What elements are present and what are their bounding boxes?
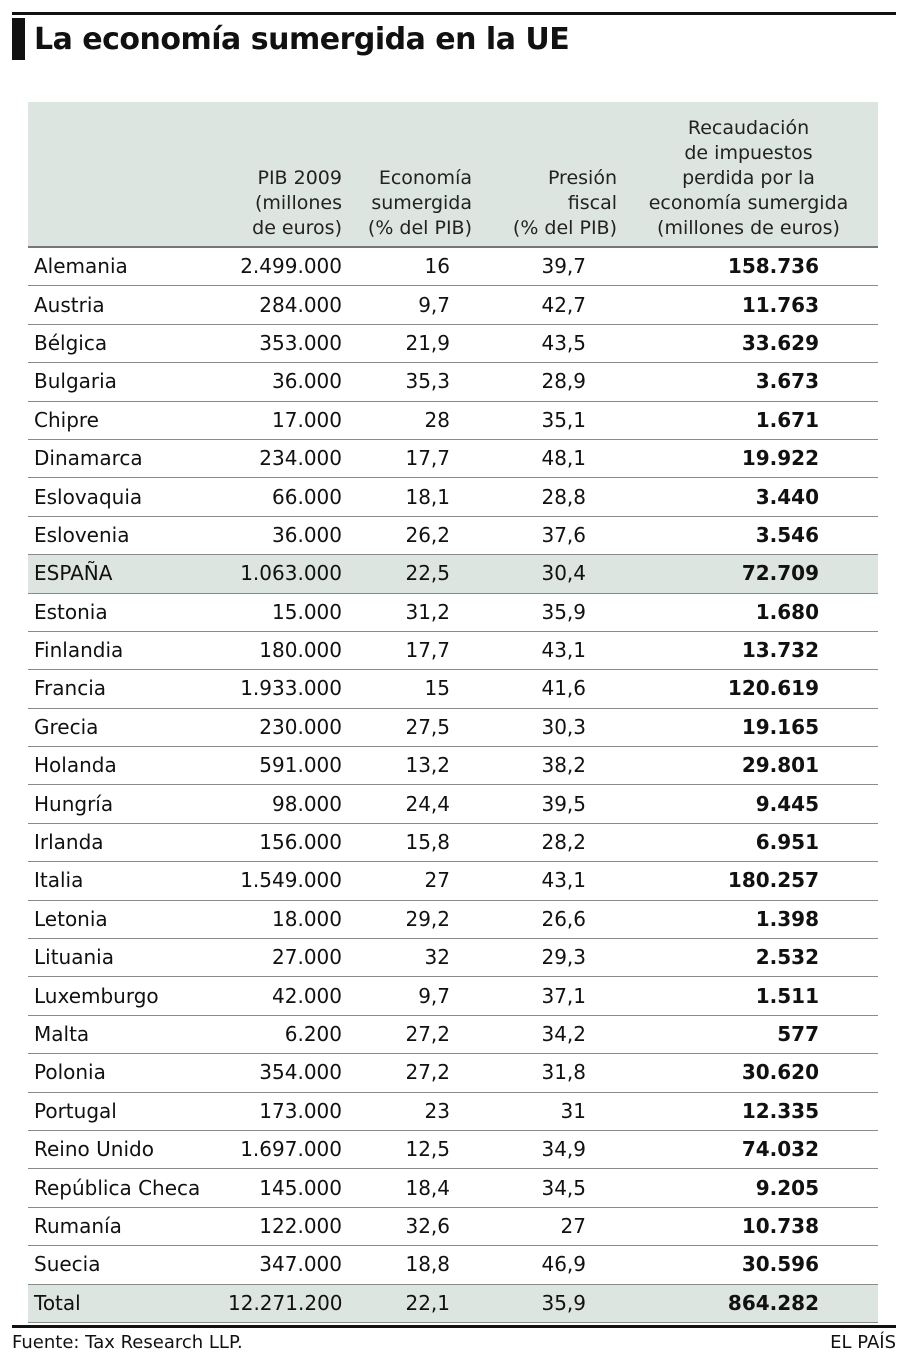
page-title: La economía sumergida en la UE xyxy=(34,22,570,57)
cell-country: Chipre xyxy=(28,401,228,439)
cell-recaudacion: 3.673 xyxy=(619,363,878,401)
cell-country: Portugal xyxy=(28,1092,228,1130)
cell-sumergida: 26,2 xyxy=(344,516,474,554)
table-row xyxy=(28,939,878,977)
cell-presion: 35,9 xyxy=(474,593,619,631)
cell-recaudacion: 12.335 xyxy=(619,1092,878,1130)
table-row xyxy=(28,862,878,900)
cell-presion: 43,1 xyxy=(474,862,619,900)
cell-recaudacion: 9.205 xyxy=(619,1169,878,1207)
table-row xyxy=(28,439,878,477)
source-note: Fuente: Tax Research LLP. xyxy=(12,1332,243,1353)
cell-presion: 37,6 xyxy=(474,516,619,554)
cell-presion: 26,6 xyxy=(474,900,619,938)
cell-country: Francia xyxy=(28,670,228,708)
cell-recaudacion: 158.736 xyxy=(619,247,878,286)
cell-sumergida: 32 xyxy=(344,939,474,977)
cell-recaudacion: 33.629 xyxy=(619,324,878,362)
table-row xyxy=(28,900,878,938)
cell-sumergida: 32,6 xyxy=(344,1207,474,1245)
cell-sumergida: 29,2 xyxy=(344,900,474,938)
table-row xyxy=(28,823,878,861)
header-pib: PIB 2009 (millones de euros) xyxy=(228,102,344,247)
cell-presion: 43,5 xyxy=(474,324,619,362)
cell-recaudacion: 1.671 xyxy=(619,401,878,439)
table-row xyxy=(28,1054,878,1092)
cell-recaudacion: 9.445 xyxy=(619,785,878,823)
table-row xyxy=(28,593,878,631)
cell-pib: 2.499.000 xyxy=(228,247,344,286)
table-row xyxy=(28,1169,878,1207)
cell-sumergida: 22,1 xyxy=(344,1284,474,1322)
cell-sumergida: 18,8 xyxy=(344,1246,474,1284)
cell-recaudacion: 577 xyxy=(619,1015,878,1053)
table-row xyxy=(28,1130,878,1168)
cell-sumergida: 31,2 xyxy=(344,593,474,631)
cell-country: Eslovenia xyxy=(28,516,228,554)
table-row xyxy=(28,1246,878,1284)
cell-recaudacion: 72.709 xyxy=(619,555,878,593)
cell-presion: 28,9 xyxy=(474,363,619,401)
cell-recaudacion: 10.738 xyxy=(619,1207,878,1245)
cell-country: Dinamarca xyxy=(28,439,228,477)
cell-country: Holanda xyxy=(28,747,228,785)
cell-recaudacion: 19.165 xyxy=(619,708,878,746)
cell-pib: 6.200 xyxy=(228,1015,344,1053)
cell-country: Alemania xyxy=(28,247,228,286)
top-rule xyxy=(12,12,896,15)
cell-presion: 34,2 xyxy=(474,1015,619,1053)
cell-recaudacion: 11.763 xyxy=(619,286,878,324)
cell-pib: 66.000 xyxy=(228,478,344,516)
cell-presion: 48,1 xyxy=(474,439,619,477)
table-row xyxy=(28,1207,878,1245)
cell-country: Letonia xyxy=(28,900,228,938)
cell-country: Finlandia xyxy=(28,631,228,669)
cell-presion: 35,1 xyxy=(474,401,619,439)
cell-pib: 180.000 xyxy=(228,631,344,669)
cell-presion: 34,9 xyxy=(474,1130,619,1168)
cell-pib: 15.000 xyxy=(228,593,344,631)
cell-recaudacion: 2.532 xyxy=(619,939,878,977)
cell-pib: 98.000 xyxy=(228,785,344,823)
table-row xyxy=(28,478,878,516)
cell-sumergida: 9,7 xyxy=(344,286,474,324)
brand-name: EL PAÍS xyxy=(830,1332,896,1353)
cell-pib: 353.000 xyxy=(228,324,344,362)
cell-pib: 156.000 xyxy=(228,823,344,861)
cell-country: República Checa xyxy=(28,1169,228,1207)
cell-recaudacion: 1.511 xyxy=(619,977,878,1015)
cell-presion: 46,9 xyxy=(474,1246,619,1284)
cell-country: Grecia xyxy=(28,708,228,746)
header-country xyxy=(28,102,228,247)
data-table xyxy=(28,102,878,1323)
header-row xyxy=(28,102,878,247)
cell-sumergida: 24,4 xyxy=(344,785,474,823)
table-row xyxy=(28,247,878,286)
cell-country: Polonia xyxy=(28,1054,228,1092)
cell-country: Hungría xyxy=(28,785,228,823)
cell-country: Bulgaria xyxy=(28,363,228,401)
cell-presion: 43,1 xyxy=(474,631,619,669)
cell-pib: 12.271.200 xyxy=(228,1284,344,1322)
cell-sumergida: 9,7 xyxy=(344,977,474,1015)
table-row xyxy=(28,708,878,746)
cell-presion: 31 xyxy=(474,1092,619,1130)
cell-presion: 38,2 xyxy=(474,747,619,785)
cell-presion: 30,3 xyxy=(474,708,619,746)
cell-presion: 27 xyxy=(474,1207,619,1245)
table-row xyxy=(28,785,878,823)
cell-pib: 27.000 xyxy=(228,939,344,977)
cell-pib: 1.549.000 xyxy=(228,862,344,900)
table-row xyxy=(28,1015,878,1053)
cell-sumergida: 27 xyxy=(344,862,474,900)
cell-country: Austria xyxy=(28,286,228,324)
table-row xyxy=(28,363,878,401)
cell-pib: 347.000 xyxy=(228,1246,344,1284)
cell-pib: 18.000 xyxy=(228,900,344,938)
cell-recaudacion: 30.596 xyxy=(619,1246,878,1284)
cell-recaudacion: 3.440 xyxy=(619,478,878,516)
cell-pib: 354.000 xyxy=(228,1054,344,1092)
bottom-rule xyxy=(12,1325,896,1328)
table-row xyxy=(28,516,878,554)
cell-sumergida: 13,2 xyxy=(344,747,474,785)
cell-recaudacion: 30.620 xyxy=(619,1054,878,1092)
table-row xyxy=(28,555,878,593)
cell-pib: 591.000 xyxy=(228,747,344,785)
cell-pib: 145.000 xyxy=(228,1169,344,1207)
cell-presion: 29,3 xyxy=(474,939,619,977)
cell-presion: 35,9 xyxy=(474,1284,619,1322)
cell-pib: 122.000 xyxy=(228,1207,344,1245)
cell-sumergida: 16 xyxy=(344,247,474,286)
table-body xyxy=(28,247,878,1322)
cell-pib: 36.000 xyxy=(228,363,344,401)
cell-recaudacion: 120.619 xyxy=(619,670,878,708)
cell-recaudacion: 864.282 xyxy=(619,1284,878,1322)
table-row xyxy=(28,286,878,324)
cell-presion: 31,8 xyxy=(474,1054,619,1092)
cell-sumergida: 18,4 xyxy=(344,1169,474,1207)
cell-country: Estonia xyxy=(28,593,228,631)
cell-presion: 42,7 xyxy=(474,286,619,324)
cell-recaudacion: 29.801 xyxy=(619,747,878,785)
cell-pib: 36.000 xyxy=(228,516,344,554)
table-row xyxy=(28,401,878,439)
cell-sumergida: 17,7 xyxy=(344,439,474,477)
cell-pib: 1.697.000 xyxy=(228,1130,344,1168)
cell-sumergida: 12,5 xyxy=(344,1130,474,1168)
cell-sumergida: 27,2 xyxy=(344,1054,474,1092)
cell-recaudacion: 13.732 xyxy=(619,631,878,669)
cell-pib: 230.000 xyxy=(228,708,344,746)
cell-presion: 37,1 xyxy=(474,977,619,1015)
cell-sumergida: 15,8 xyxy=(344,823,474,861)
cell-recaudacion: 74.032 xyxy=(619,1130,878,1168)
header-sumergida: Economía sumergida (% del PIB) xyxy=(344,102,474,247)
cell-sumergida: 15 xyxy=(344,670,474,708)
cell-sumergida: 23 xyxy=(344,1092,474,1130)
cell-country: Reino Unido xyxy=(28,1130,228,1168)
cell-sumergida: 18,1 xyxy=(344,478,474,516)
cell-pib: 1.933.000 xyxy=(228,670,344,708)
cell-sumergida: 21,9 xyxy=(344,324,474,362)
cell-pib: 284.000 xyxy=(228,286,344,324)
cell-country: Total xyxy=(28,1284,228,1322)
title-accent-bar xyxy=(12,18,25,60)
table-row xyxy=(28,1092,878,1130)
cell-pib: 42.000 xyxy=(228,977,344,1015)
total-row xyxy=(28,1284,878,1322)
cell-sumergida: 27,2 xyxy=(344,1015,474,1053)
cell-pib: 17.000 xyxy=(228,401,344,439)
cell-presion: 28,2 xyxy=(474,823,619,861)
cell-presion: 39,5 xyxy=(474,785,619,823)
cell-sumergida: 27,5 xyxy=(344,708,474,746)
cell-presion: 30,4 xyxy=(474,555,619,593)
cell-recaudacion: 19.922 xyxy=(619,439,878,477)
cell-pib: 1.063.000 xyxy=(228,555,344,593)
cell-country: Irlanda xyxy=(28,823,228,861)
cell-sumergida: 35,3 xyxy=(344,363,474,401)
cell-pib: 173.000 xyxy=(228,1092,344,1130)
cell-presion: 28,8 xyxy=(474,478,619,516)
cell-country: Italia xyxy=(28,862,228,900)
header-presion: Presión fiscal (% del PIB) xyxy=(474,102,619,247)
cell-country: Luxemburgo xyxy=(28,977,228,1015)
cell-presion: 39,7 xyxy=(474,247,619,286)
cell-presion: 41,6 xyxy=(474,670,619,708)
cell-country: Malta xyxy=(28,1015,228,1053)
cell-recaudacion: 180.257 xyxy=(619,862,878,900)
cell-country: Bélgica xyxy=(28,324,228,362)
cell-sumergida: 17,7 xyxy=(344,631,474,669)
header-recaudacion: Recaudación de impuestos perdida por la economía sumergida (millones de euros) xyxy=(619,102,878,247)
cell-country: Eslovaquia xyxy=(28,478,228,516)
cell-presion: 34,5 xyxy=(474,1169,619,1207)
table-row xyxy=(28,977,878,1015)
cell-recaudacion: 1.398 xyxy=(619,900,878,938)
cell-sumergida: 28 xyxy=(344,401,474,439)
cell-country: Rumanía xyxy=(28,1207,228,1245)
cell-country: Suecia xyxy=(28,1246,228,1284)
table-row xyxy=(28,670,878,708)
table-row xyxy=(28,747,878,785)
cell-sumergida: 22,5 xyxy=(344,555,474,593)
cell-pib: 234.000 xyxy=(228,439,344,477)
cell-country: Lituania xyxy=(28,939,228,977)
cell-recaudacion: 1.680 xyxy=(619,593,878,631)
cell-recaudacion: 6.951 xyxy=(619,823,878,861)
cell-country: ESPAÑA xyxy=(28,555,228,593)
table-row xyxy=(28,631,878,669)
cell-recaudacion: 3.546 xyxy=(619,516,878,554)
table-row xyxy=(28,324,878,362)
